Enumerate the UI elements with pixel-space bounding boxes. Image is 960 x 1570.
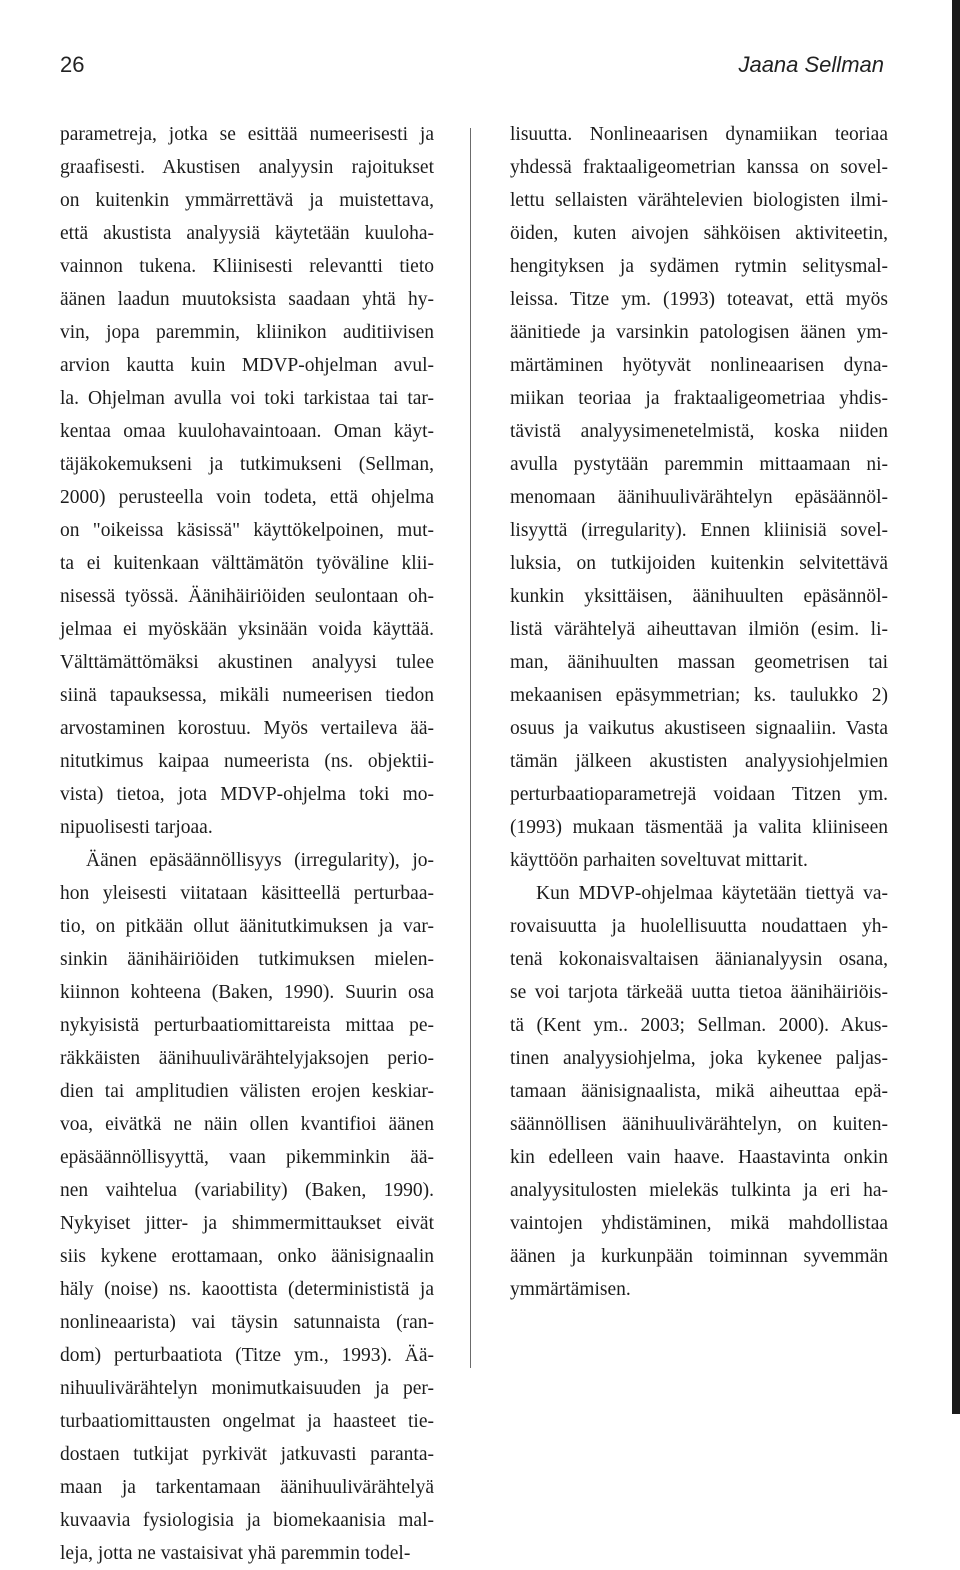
text-line: la. Ohjelman avulla voi toki tarkistaa tai tar- xyxy=(60,388,434,409)
text-line: nykyisistä perturbaatiomittareista mittaa pe- xyxy=(60,1015,434,1036)
text-line: arvion kautta kuin MDVP-ohjelman avul- xyxy=(60,355,434,376)
text-line: nisessä työssä. Äänihäiriöiden seulontaan oh- xyxy=(60,586,434,607)
text-line: on "oikeissa käsissä" käyttökelpoinen, mut- xyxy=(60,520,434,541)
text-line: luksia, on tutkijoiden kuitenkin selvitettävä xyxy=(510,553,888,574)
text-line: Kun MDVP-ohjelmaa käytetään tiettyä va- xyxy=(536,883,888,904)
page-number: 26 xyxy=(60,52,85,77)
text-line: siis kykene erottamaan, onko äänisignaalin xyxy=(60,1246,434,1267)
text-line: graafisesti. Akustisen analyysin rajoitukset xyxy=(60,157,434,178)
text-line: tenä kokonaisvaltaisen äänianalyysin osana, xyxy=(510,949,888,970)
text-line: jelmaa ei myöskään yksinään voida käyttää. xyxy=(60,619,434,640)
text-line: äänitiede ja varsinkin patologisen äänen ym- xyxy=(510,322,888,343)
text-line: se voi tarjota tärkeää uutta tietoa äänihäiriöis- xyxy=(510,982,888,1003)
text-line: leja, jotta ne vastaisivat yhä paremmin todel- xyxy=(60,1543,411,1564)
text-line: kin edelleen vain haave. Haastavinta onkin xyxy=(510,1147,888,1168)
text-line: siinä tapauksessa, mikäli numeerisen tiedon xyxy=(60,685,434,706)
text-line: miikan teoriaa ja fraktaaligeometriaa yhdis- xyxy=(510,388,888,409)
text-line: ymmärtämisen. xyxy=(510,1279,631,1300)
text-line: tinen analyysiohjelma, joka kykenee paljas- xyxy=(510,1048,888,1069)
text-line: hengityksen ja sydämen rytmin selitysmal- xyxy=(510,256,888,277)
text-line: analyysitulosten mielekäs tulkinta ja eri ha- xyxy=(510,1180,888,1201)
text-line: nitutkimus kaipaa numeerista (ns. objektii- xyxy=(60,751,434,772)
text-line: lisuutta. Nonlineaarisen dynamiikan teoriaa xyxy=(510,124,888,145)
column-divider xyxy=(470,128,471,1368)
text-line: kiinnon kohteena (Baken, 1990). Suurin osa xyxy=(60,982,434,1003)
text-line: dien tai amplitudien välisten erojen keskiar- xyxy=(60,1081,434,1102)
text-line: lettu sellaisten värähtelevien biologisten ilmi- xyxy=(510,190,888,211)
text-line: dom) perturbaatiota (Titze ym., 1993). Ää- xyxy=(60,1345,434,1366)
text-line: (1993) mukaan täsmentää ja valita kliiniseen xyxy=(510,817,888,838)
text-line: ta ei kuitenkaan välttämätön työväline klii- xyxy=(60,553,434,574)
text-line: käyttöön parhaiten soveltuvat mittarit. xyxy=(510,850,808,871)
text-line: yhdessä fraktaaligeometrian kanssa on sovel- xyxy=(510,157,888,178)
text-line: dostaen tutkijat pyrkivät jatkuvasti paranta- xyxy=(60,1444,434,1465)
text-line: nihuulivärähtelyn monimutkaisuuden ja per- xyxy=(60,1378,434,1399)
right-text-column xyxy=(510,118,888,1306)
text-line: leissa. Titze ym. (1993) toteavat, että myös xyxy=(510,289,888,310)
text-line: öiden, kuten aivojen sähköisen aktiviteetin, xyxy=(510,223,888,244)
text-line: äänen ja kurkunpään toiminnan syvemmän xyxy=(510,1246,888,1267)
text-line: nonlineaarista) vai täysin satunnaista (ran- xyxy=(60,1312,434,1333)
text-line: tä (Kent ym.. 2003; Sellman. 2000). Akus- xyxy=(510,1015,888,1036)
text-line: vin, jopa paremmin, kliinikon auditiivisen xyxy=(60,322,434,343)
text-line: arvostaminen korostuu. Myös vertaileva ää- xyxy=(60,718,434,739)
text-line: maan ja tarkentamaan äänihuulivärähtelyä xyxy=(60,1477,434,1498)
text-line: räkkäisten äänihuulivärähtelyjaksojen perio- xyxy=(60,1048,434,1069)
text-line: tävistä analyysimenetelmistä, koska niiden xyxy=(510,421,888,442)
left-text-column xyxy=(60,118,434,1570)
text-line: nipuolisesti tarjoaa. xyxy=(60,817,213,838)
text-line: perturbaatioparametrejä voidaan Titzen ym. xyxy=(510,784,888,805)
text-line: häly (noise) ns. kaoottista (determinististä ja xyxy=(60,1279,434,1300)
text-line: 2000) perusteella voin todeta, että ohjelma xyxy=(60,487,434,508)
text-line: vista) tietoa, jota MDVP-ohjelma toki mo- xyxy=(60,784,434,805)
text-line: turbaatiomittausten ongelmat ja haasteet tie- xyxy=(60,1411,434,1432)
text-line: Nykyiset jitter- ja shimmermittaukset eivät xyxy=(60,1213,434,1234)
text-line: säännöllisen äänihuulivärähtelyn, on kuiten- xyxy=(510,1114,888,1135)
text-line: avulla pystytään paremmin mittaamaan ni- xyxy=(510,454,888,475)
text-line: nen vaihtelua (variability) (Baken, 1990). xyxy=(60,1180,434,1201)
text-line: tio, on pitkään ollut äänitutkimuksen ja var- xyxy=(60,916,434,937)
text-line: Välttämättömäksi akustinen analyysi tulee xyxy=(60,652,434,673)
text-line: kuvaavia fysiologisia ja biomekaanisia mal- xyxy=(60,1510,434,1531)
text-line: sinkin äänihäiriöiden tutkimuksen mielen- xyxy=(60,949,434,970)
text-line: mekaanisen epäsymmetrian; ks. taulukko 2) xyxy=(510,685,888,706)
text-line: voa, eivätkä ne näin ollen kvantifioi äänen xyxy=(60,1114,434,1135)
text-line: osuus ja vaikutus akustiseen signaaliin. Vasta xyxy=(510,718,888,739)
text-line: vainnon tukena. Kliinisesti relevantti tieto xyxy=(60,256,434,277)
text-line: parametreja, jotka se esittää numeerisesti ja xyxy=(60,124,434,145)
text-line: täjäkokemukseni ja tutkimukseni (Sellman, xyxy=(60,454,434,475)
text-line: man, äänihuulten massan geometrisen tai xyxy=(510,652,888,673)
text-line: vaintojen yhdistäminen, mikä mahdollistaa xyxy=(510,1213,888,1234)
text-line: on kuitenkin ymmärrettävä ja muistettava, xyxy=(60,190,434,211)
text-line: listä värähtelyä aiheuttavan ilmiön (esim. li- xyxy=(510,619,888,640)
text-line: lisyyttä (irregularity). Ennen kliinisiä sovel- xyxy=(510,520,888,541)
running-head-author: Jaana Sellman xyxy=(738,52,884,77)
text-line: että akustista analyysiä käytetään kuuloha- xyxy=(60,223,434,244)
text-line: hon yleisesti viitataan käsitteellä perturbaa- xyxy=(60,883,434,904)
text-line: märtäminen hyötyvät nonlineaarisen dyna- xyxy=(510,355,888,376)
text-line: kentaa omaa kuulohavaintoaan. Oman käyt- xyxy=(60,421,434,442)
text-line: epäsäännöllisyyttä, vaan pikemminkin ää- xyxy=(60,1147,434,1168)
text-line: tamaan äänisignaalista, mikä aiheuttaa epä- xyxy=(510,1081,888,1102)
scan-edge xyxy=(952,0,960,1414)
text-line: Äänen epäsäännöllisyys (irregularity), jo- xyxy=(86,850,434,871)
text-line: menomaan äänihuulivärähtelyn epäsäännöl- xyxy=(510,487,888,508)
text-line: kunkin yksittäisen, äänihuulten epäsännöl- xyxy=(510,586,888,607)
text-line: äänen laadun muutoksista saadaan yhtä hy- xyxy=(60,289,434,310)
text-line: tämän jälkeen akustisten analyysiohjelmien xyxy=(510,751,888,772)
text-line: rovaisuutta ja huolellisuutta noudattaen yh- xyxy=(510,916,888,937)
